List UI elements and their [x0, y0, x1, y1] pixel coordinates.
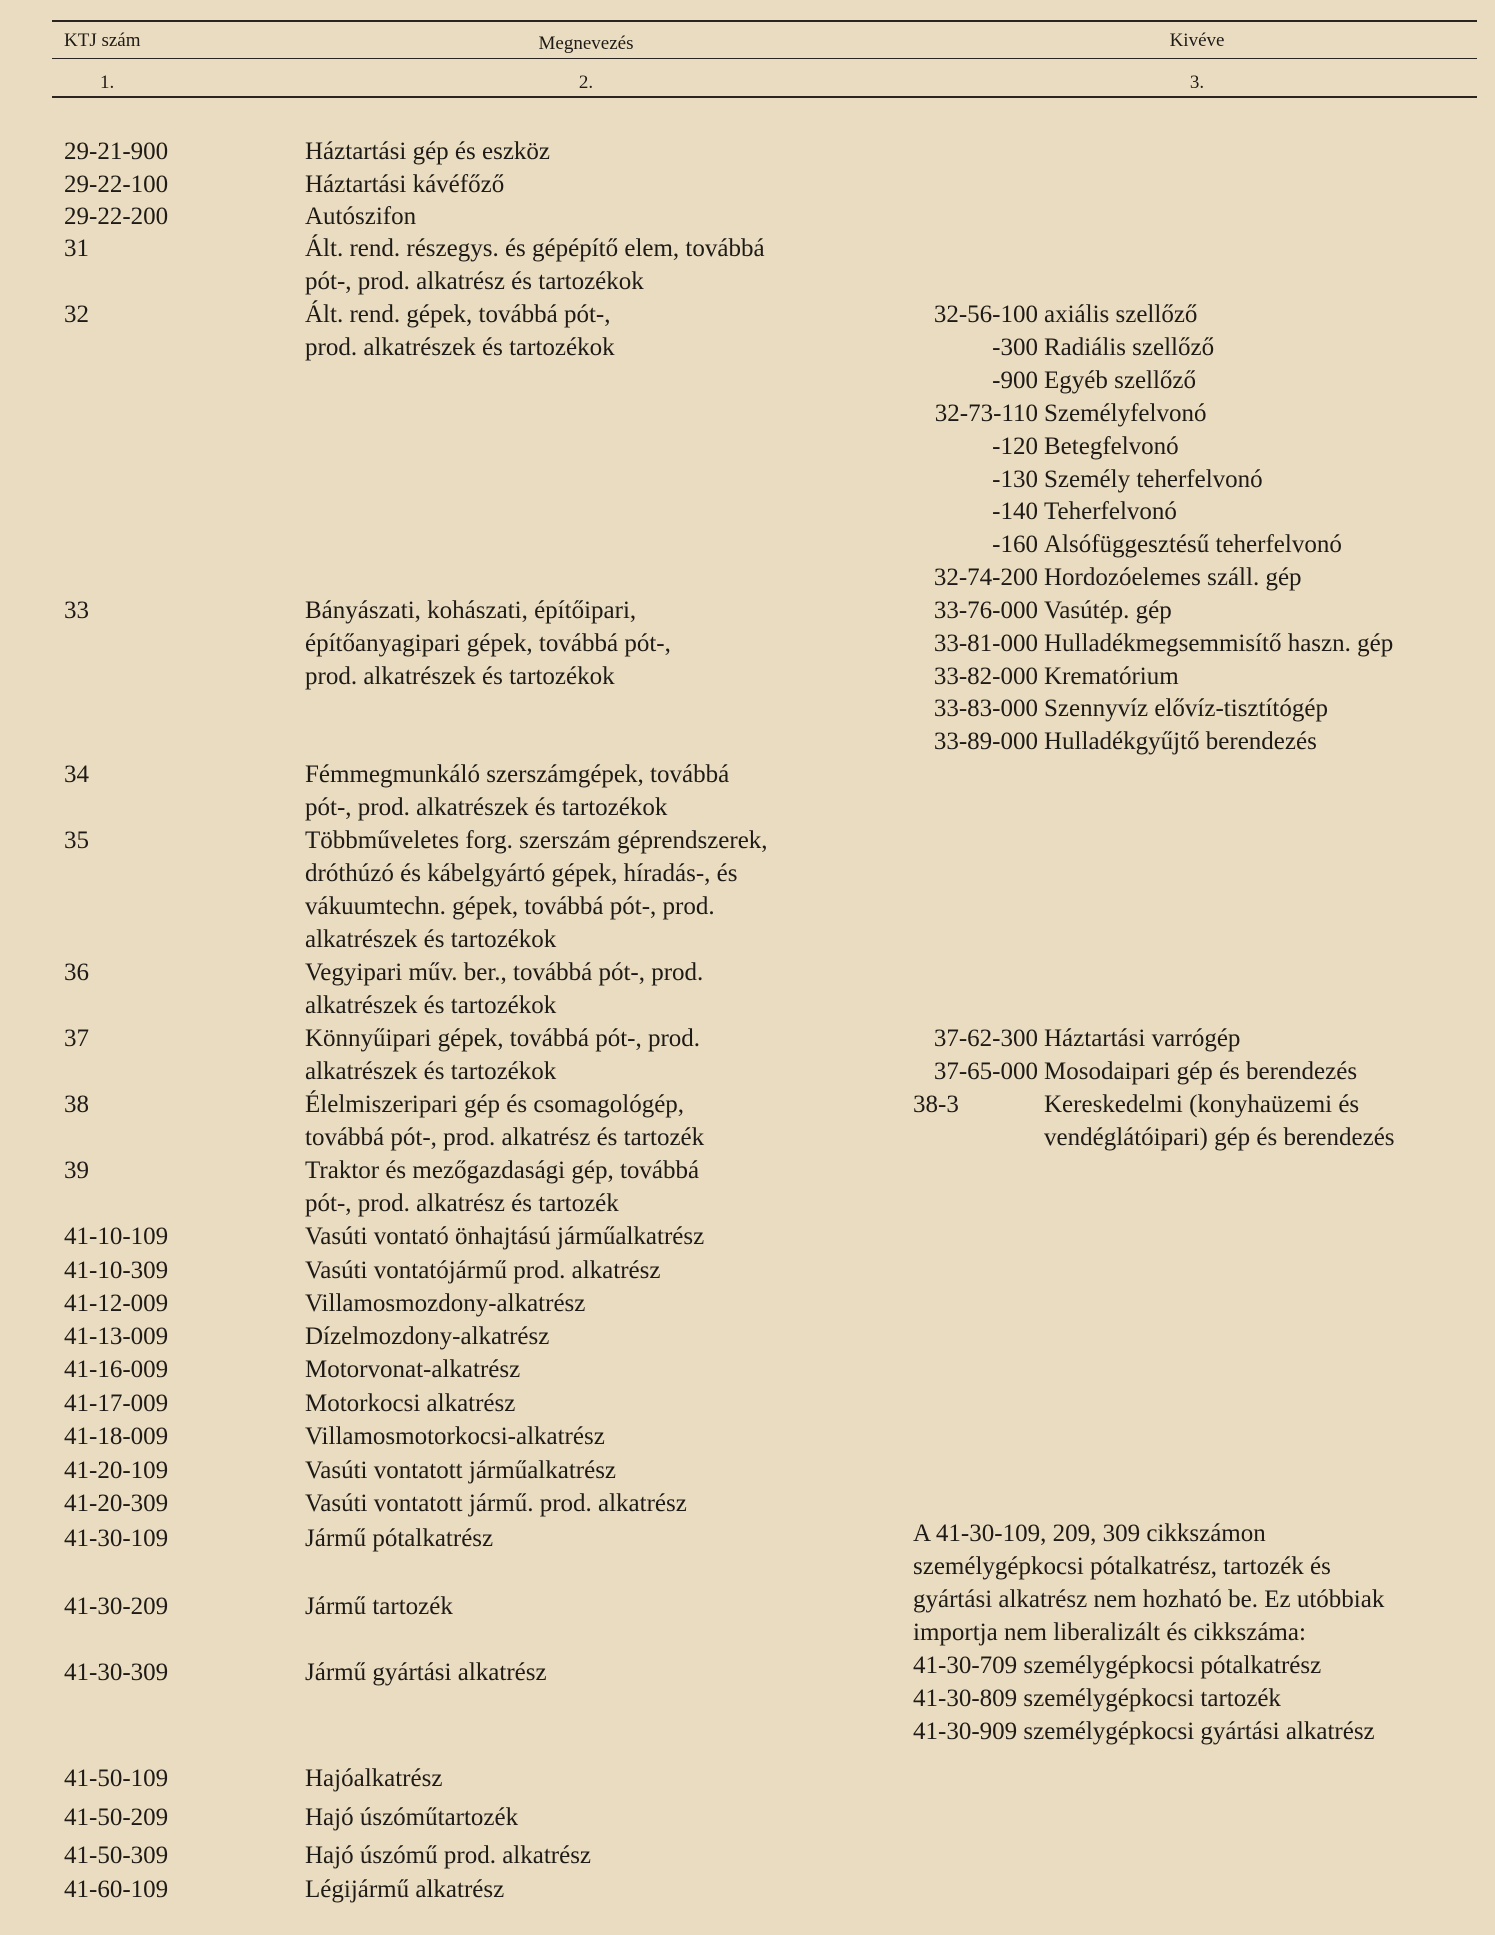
exception-name: Teherfelvonó [1044, 498, 1177, 525]
row-code: 41-50-309 [64, 1842, 169, 1869]
row-name: Vegyipari műv. ber., továbbá pót-, prod. alkatrészek és tartozékok [305, 959, 704, 1019]
header-num-1: 1. [100, 72, 115, 93]
exception-code: 37-65-000 [933, 1058, 1038, 1085]
exception-code: -120 [992, 433, 1038, 460]
row-code: 41-10-309 [64, 1257, 169, 1284]
exception-name: Betegfelvonó [1044, 433, 1179, 460]
row-code: 29-22-200 [64, 203, 169, 230]
row-name: Élelmiszeripari gép és csomagológép, továbbá pót-, prod. alkatrész és tartozék [305, 1091, 705, 1151]
row-code: 31 [64, 235, 89, 262]
row-code: 41-30-309 [64, 1659, 169, 1686]
row-code: 41-50-109 [64, 1765, 169, 1792]
row-name: Vasúti vontató önhajtású járműalkatrész [305, 1223, 705, 1250]
row-name: Traktor és mezőgazdasági gép, továbbá pót-, prod. alkatrész és tartozék [305, 1157, 700, 1217]
exception-name: Hulladékmegsemmisítő haszn. gép [1044, 630, 1394, 657]
row-name: Motorvonat-alkatrész [305, 1356, 521, 1383]
header-kiveve: Kivéve [1169, 30, 1225, 51]
row-code: 39 [64, 1157, 89, 1184]
exception-code: 33-89-000 [933, 728, 1038, 755]
row-name: Villamosmotorkocsi-alkatrész [305, 1423, 605, 1450]
exception-code: 33-83-000 [933, 695, 1038, 722]
row-code: 37 [64, 1025, 89, 1052]
row-name: Jármű pótalkatrész [305, 1525, 494, 1552]
row-name: Vasúti vontatójármű prod. alkatrész [305, 1257, 661, 1284]
exception-name: Mosodaipari gép és berendezés [1044, 1058, 1358, 1085]
row-name: Autószifon [305, 203, 417, 230]
exception-name: Egyéb szellőző [1044, 367, 1197, 394]
row-code: 36 [64, 959, 89, 986]
exception-name: Radiális szellőző [1044, 334, 1215, 361]
exception-name: Hordozóelemes száll. gép [1044, 564, 1302, 591]
row-name: Motorkocsi alkatrész [305, 1390, 516, 1417]
row-code: 41-30-109 [64, 1525, 169, 1552]
row-code: 41-16-009 [64, 1356, 169, 1383]
exception-name: Alsófüggesztésű teherfelvonó [1044, 531, 1342, 558]
row-code: 41-10-109 [64, 1223, 169, 1250]
header-num-3: 3. [1189, 72, 1205, 93]
row-name: Bányászati, kohászati, építőipari, építőanyagipari gépek, továbbá pót-, prod. alkatrészek és tartozékok [305, 597, 671, 690]
row-name: Ált. rend. részegys. és gépépítő elem, továbbá pót-, prod. alkatrész és tartozékok [305, 235, 765, 295]
exception-code: -160 [992, 531, 1038, 558]
exception-name: Hulladékgyűjtő berendezés [1044, 728, 1317, 755]
exception-code: 32-74-200 [933, 564, 1038, 591]
exception-code: 32-73-110 [934, 400, 1038, 427]
exception-code: -900 [992, 367, 1038, 394]
exception-code: 33-81-000 [933, 630, 1038, 657]
row-name: Villamosmozdony-alkatrész [305, 1290, 586, 1317]
row-name: Vasúti vontatott járműalkatrész [305, 1457, 617, 1484]
header-rule [52, 58, 1477, 59]
header-ktj-szam: KTJ szám [64, 30, 141, 51]
row-name: Légijármű alkatrész [305, 1876, 505, 1903]
row-name: Háztartási kávéfőző [305, 171, 505, 198]
exception-code: 33-76-000 [933, 597, 1038, 624]
exception-name: Szennyvíz elővíz-tisztítógép [1044, 695, 1328, 722]
exception-code: 33-82-000 [933, 663, 1038, 690]
row-code: 29-22-100 [64, 171, 169, 198]
row-code: 41-18-009 [64, 1423, 169, 1450]
row-code: 34 [64, 761, 89, 788]
row-code: 41-20-309 [64, 1490, 169, 1517]
row-name: Vasúti vontatott jármű. prod. alkatrész [305, 1490, 687, 1517]
exception-name: Háztartási varrógép [1044, 1025, 1241, 1052]
row-code: 41-20-109 [64, 1457, 169, 1484]
row-name: Dízelmozdony-alkatrész [305, 1323, 550, 1350]
row-name: Hajó úszómű prod. alkatrész [305, 1842, 592, 1869]
header-megnevezes: Megnevezés [538, 33, 634, 54]
row-name: Fémmegmunkáló szerszámgépek, továbbá pót-, prod. alkatrészek és tartozékok [305, 761, 730, 821]
exception-code: 37-62-300 [933, 1025, 1038, 1052]
row-name: Háztartási gép és eszköz [305, 138, 551, 165]
exception-name: Krematórium [1044, 663, 1179, 690]
exception-code: 38-3 [913, 1091, 959, 1118]
exception-name: Kereskedelmi (konyhaüzemi és vendéglátóipari) gép és berendezés [1044, 1091, 1395, 1151]
row-code: 32 [64, 301, 89, 328]
exception-code: -140 [992, 498, 1038, 525]
header-bottom-rule [52, 96, 1477, 98]
exception-note: A 41-30-109, 209, 309 cikkszámon személygépkocsi pótalkatrész, tartozék és gyártási alkatrész nem hozható be. Ez utóbbiak importja nem liberalizált és cikkszáma: 41-30-709 személygépkocsi pótalkatrész 41-30-809 személygépkocsi tartozék 41-30-909 személygépkocsi gyártási alkatrész [913, 1520, 1385, 1745]
row-code: 35 [64, 827, 89, 854]
row-code: 41-30-209 [64, 1593, 169, 1620]
exception-name: axiális szellőző [1044, 301, 1198, 328]
row-code: 41-13-009 [64, 1323, 169, 1350]
exception-name: Vasútép. gép [1044, 597, 1172, 624]
row-name: Ált. rend. gépek, továbbá pót-, prod. alkatrészek és tartozékok [305, 301, 615, 361]
row-name: Jármű gyártási alkatrész [305, 1659, 547, 1686]
exception-code: -300 [992, 334, 1038, 361]
row-code: 41-12-009 [64, 1290, 169, 1317]
row-name: Könnyűipari gépek, továbbá pót-, prod. alkatrészek és tartozékok [305, 1025, 701, 1085]
header-num-2: 2. [578, 72, 594, 93]
row-name: Jármű tartozék [305, 1593, 453, 1620]
row-code: 33 [64, 597, 89, 624]
exception-code: 32-56-100 [933, 301, 1038, 328]
row-name: Hajó úszóműtartozék [305, 1804, 519, 1831]
row-code: 41-50-209 [64, 1804, 169, 1831]
exception-name: Személyfelvonó [1044, 400, 1207, 427]
exception-name: Személy teherfelvonó [1044, 466, 1263, 493]
top-rule [52, 20, 1477, 22]
row-code: 41-60-109 [64, 1876, 169, 1903]
row-code: 29-21-900 [64, 138, 169, 165]
row-name: Többműveletes forg. szerszám géprendszerek, dróthúzó és kábelgyártó gépek, híradás-, és vákuumtechn. gépek, továbbá pót-, prod. alkatrészek és tartozékok [305, 827, 768, 953]
row-code: 38 [64, 1091, 89, 1118]
row-code: 41-17-009 [64, 1390, 169, 1417]
row-name: Hajóalkatrész [305, 1765, 443, 1792]
exception-code: -130 [992, 466, 1038, 493]
